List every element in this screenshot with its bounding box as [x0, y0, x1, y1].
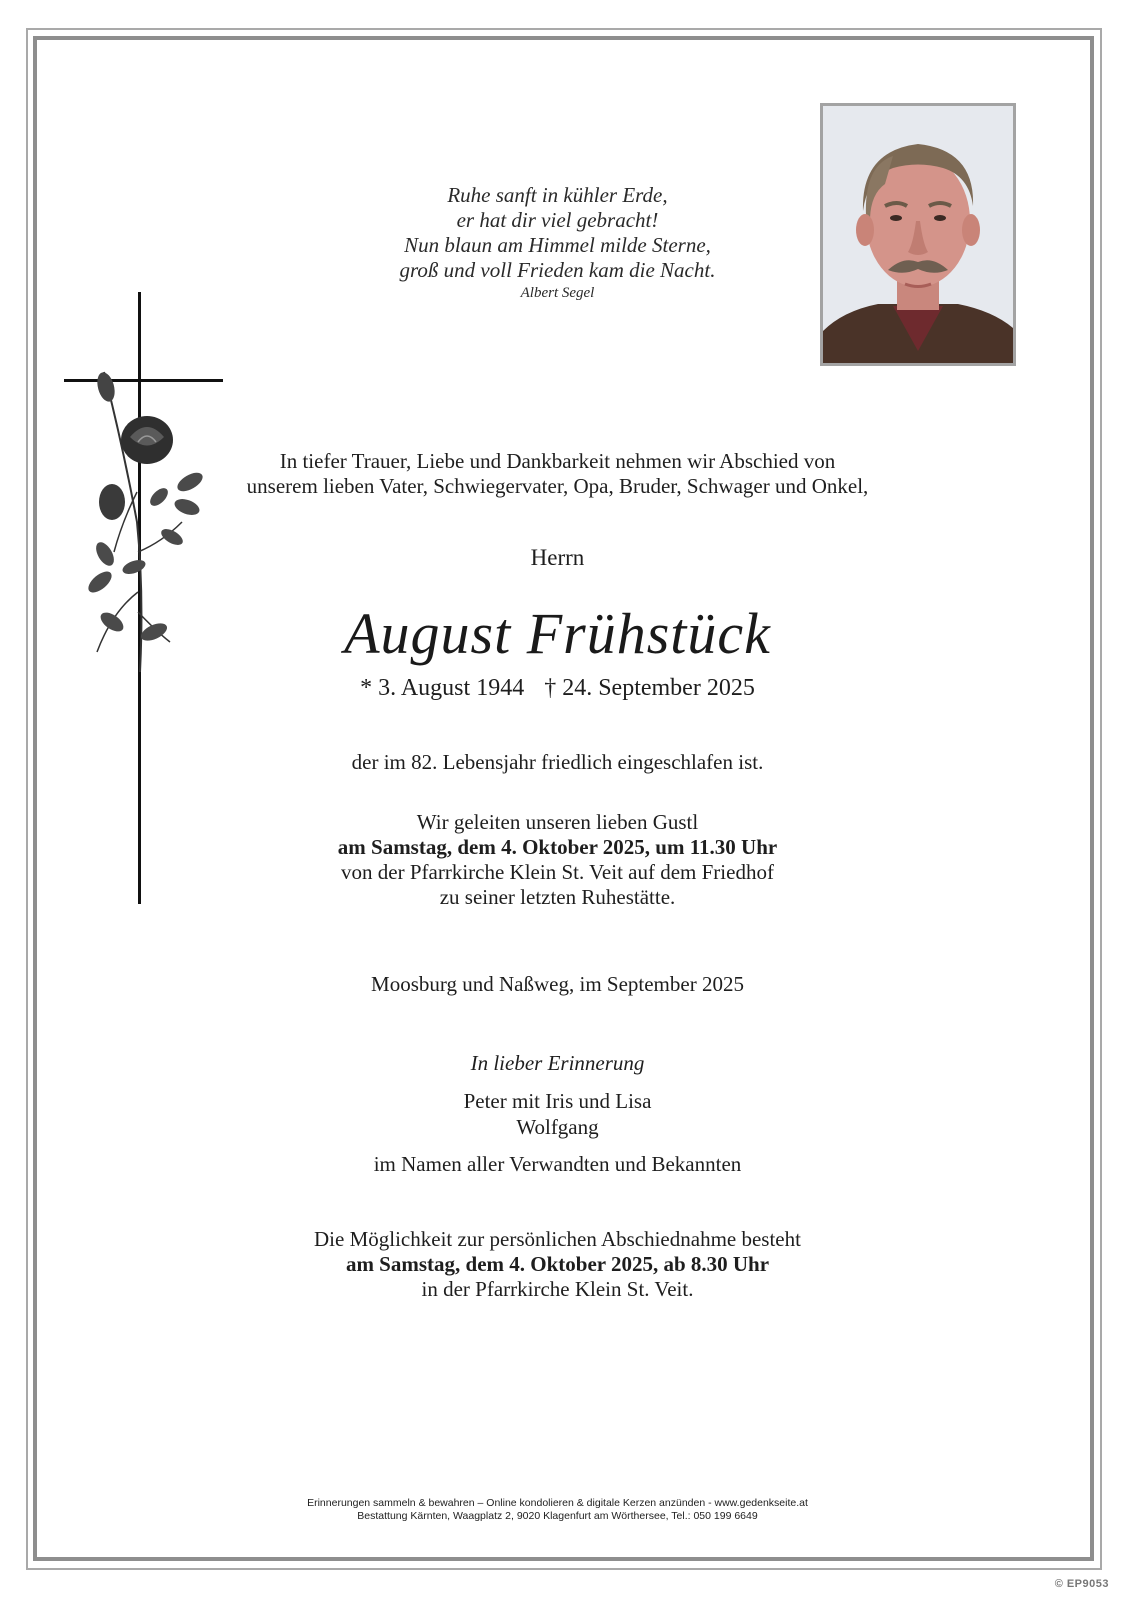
- place-date: Moosburg und Naßweg, im September 2025: [371, 972, 744, 996]
- burial-details: [200, 810, 915, 910]
- relatives-text: im Namen aller Verwandten und Bekannten: [373, 1152, 742, 1176]
- viewing-details: [200, 1227, 915, 1302]
- mourner-name: Peter mit Iris und Lisa: [463, 1089, 652, 1113]
- mourner-name: Wolfgang: [516, 1115, 599, 1139]
- viewing-date: am Samstag, dem 4. Oktober 2025, ab 8.30 Uhr: [345, 1252, 770, 1276]
- portrait-illustration: [823, 106, 1013, 363]
- intro-text: [200, 449, 915, 499]
- viewing-line: Die Möglichkeit zur persönlichen Abschiednahme besteht: [314, 1227, 801, 1251]
- birth-date: * 3. August 1944: [360, 675, 525, 701]
- life-dates: [200, 675, 915, 702]
- poem-line: er hat dir viel gebracht!: [456, 208, 659, 232]
- poem-line: groß und voll Frieden kam die Nacht.: [399, 258, 716, 282]
- mourners-list: [200, 1088, 915, 1140]
- poem-author: Albert Segel: [520, 285, 595, 301]
- footer-line: Bestattung Kärnten, Waagplatz 2, 9020 Klagenfurt am Wörthersee, Tel.: 050 199 6649: [357, 1510, 758, 1522]
- footer-line: Erinnerungen sammeln & bewahren – Online kondolieren & digitale Kerzen anzünden - www.gedenkseite.at: [307, 1497, 808, 1509]
- portrait-photo: [820, 103, 1016, 366]
- document-code: © EP9053: [1054, 1578, 1109, 1590]
- intro-line: In tiefer Trauer, Liebe und Dankbarkeit nehmen wir Abschied von: [279, 449, 836, 473]
- poem-line: Nun blaun am Himmel milde Sterne,: [404, 233, 711, 257]
- deceased-name: August Frühstück: [344, 601, 771, 666]
- viewing-line: in der Pfarrkirche Klein St. Veit.: [421, 1277, 694, 1301]
- death-date: † 24. September 2025: [544, 675, 755, 701]
- burial-date: am Samstag, dem 4. Oktober 2025, um 11.30 Uhr: [337, 835, 778, 859]
- remembrance-heading: In lieber Erinnerung: [470, 1051, 645, 1075]
- salutation: Herrn: [530, 545, 585, 570]
- intro-line: unserem lieben Vater, Schwiegervater, Opa, Bruder, Schwager und Onkel,: [246, 474, 869, 498]
- age-text: der im 82. Lebensjahr friedlich eingeschlafen ist.: [351, 750, 764, 774]
- burial-line: Wir geleiten unseren lieben Gustl: [416, 810, 699, 834]
- burial-line: von der Pfarrkirche Klein St. Veit auf dem Friedhof: [341, 860, 774, 884]
- poem: [200, 183, 915, 303]
- footer: [200, 1497, 915, 1523]
- burial-line: zu seiner letzten Ruhestätte.: [439, 885, 676, 909]
- poem-line: Ruhe sanft in kühler Erde,: [447, 183, 668, 207]
